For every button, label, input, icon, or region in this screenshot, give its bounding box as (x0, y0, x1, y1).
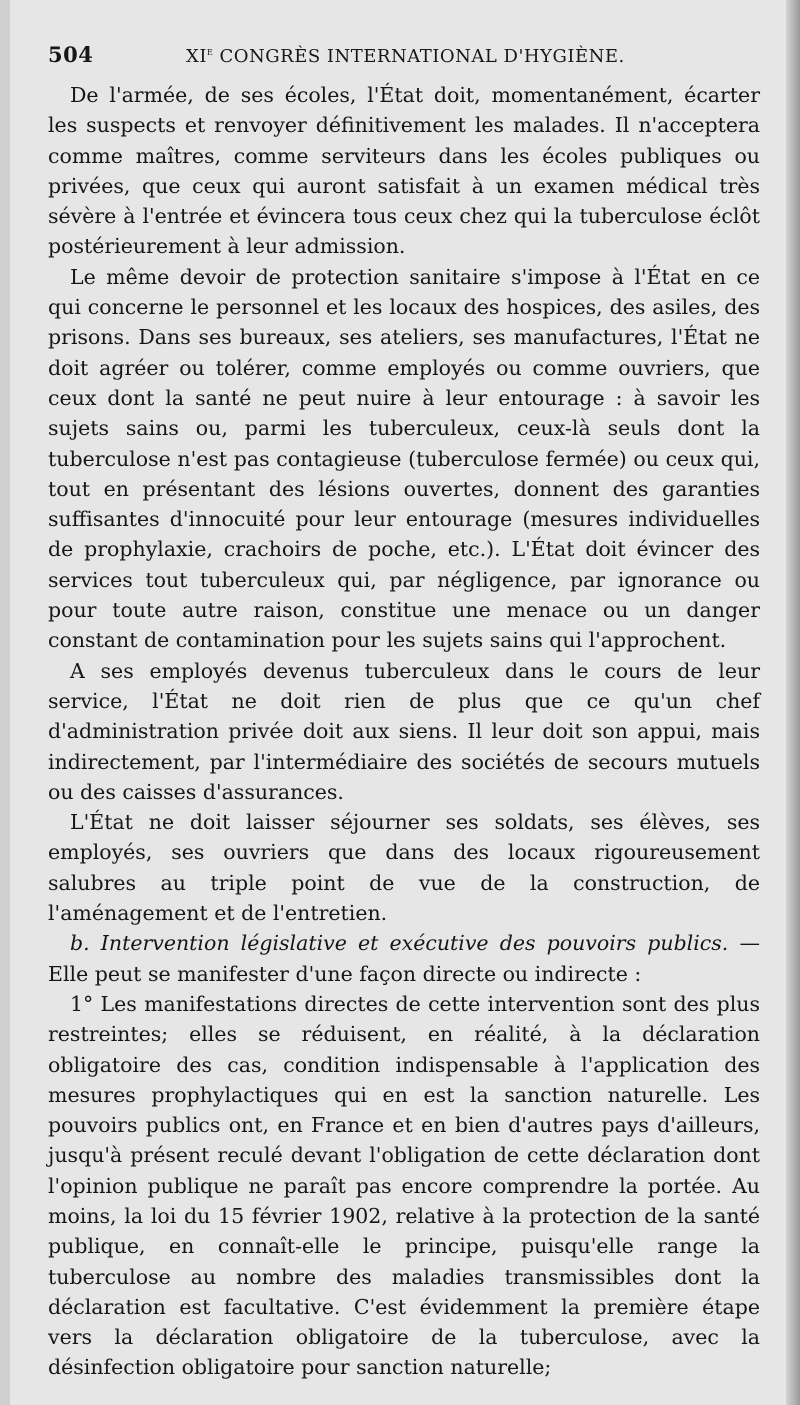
running-title-rest: CONGRÈS INTERNATIONAL D'HYGIÈNE. (213, 46, 625, 67)
paragraph-employees: A ses employés devenus tuberculeux dans le cours de leur service, l'État ne doit rien de plus que ce qu'un chef d'administration privée doit aux siens. Il leur doit son appui, mais indirectement, par l'intermédiaire des sociétés de secours mutuels ou des caisses d'assurances. (48, 658, 760, 804)
paragraph-direct-manifestations: 1° Les manifestations directes de cette intervention sont des plus restreintes; elles se réduisent, en réalité, à la déclaration obligatoire des cas, condition indispensable à l'application des mesures prophylactiques qui en est la sanction naturelle. Les pouvoirs publics ont, en France et en bien d'autres pays d'ailleurs, jusqu'à présent reculé devant l'obligation de cette déclaration dont l'opinion publique ne paraît pas encore comprendre la portée. Au moins, la loi du 15 février 1902, relative à la protection de la santé publique, en connaît-elle le principe, puisqu'elle range la tuberculose au nombre des maladies transmissibles dont la déclaration est facultative. C'est évidemment la première étape vers la déclaration obligatoire de la tuberculose, avec la désinfection obligatoire pour sanction naturelle; (48, 991, 760, 1380)
paragraph-legislative-intervention (48, 928, 760, 989)
running-title-prefix: XI (186, 46, 207, 67)
running-title (186, 45, 625, 67)
body-text (48, 80, 760, 1383)
paragraph-premises: L'État ne doit laisser séjourner ses soldats, ses élèves, ses employés, ses ouvriers que dans des locaux rigoureusement salubres au triple point de vue de la construction, de l'aménagement et de l'entretien. (48, 810, 760, 926)
paragraph-army-schools: De l'armée, de ses écoles, l'État doit, momentanément, écarter les suspects et renvoyer définitivement les malades. Il n'acceptera comme maîtres, comme serviteurs dans les écoles publiques ou privées, que ceux qui auront satisfait à un examen médical très sévère à l'entrée et évincera tous ceux chez qui la tuberculose éclôt postérieurement à leur admission. (48, 83, 760, 259)
running-header (48, 42, 760, 72)
page-number: 504 (48, 42, 94, 67)
book-page (10, 0, 790, 1405)
running-title-sup: e (206, 45, 214, 58)
paragraph-sanitary-protection: Le même devoir de protection sanitaire s'impose à l'État en ce qui concerne le personnel et les locaux des hospices, des asiles, des prisons. Dans ses bureaux, ses ateliers, ses manufactures, l'État ne doit agréer ou tolérer, comme employés ou comme ouvriers, que ceux dont la santé ne peut nuire à leur entourage : à savoir les sujets sains ou, parmi les tuberculeux, ceux-là seuls dont la tuberculose n'est pas contagieuse (tuberculose fermée) ou ceux qui, tout en présentant des lésions ouvertes, donnent des garanties suffisantes d'innocuité pour leur entourage (mesures individuelles de prophylaxie, crachoirs de poche, etc.). L'État doit évincer des services tout tuberculeux qui, par négligence, par ignorance ou pour toute autre raison, constitue une menace ou un danger constant de contamination pour les sujets sains qui l'approchent. (48, 264, 760, 653)
section-heading-continuation: — Elle peut se manifester d'une façon directe ou indirecte : (48, 931, 760, 986)
page-edge-shadow (786, 0, 800, 1405)
section-heading: b. Intervention législative et exécutive des pouvoirs publics. (70, 931, 729, 956)
